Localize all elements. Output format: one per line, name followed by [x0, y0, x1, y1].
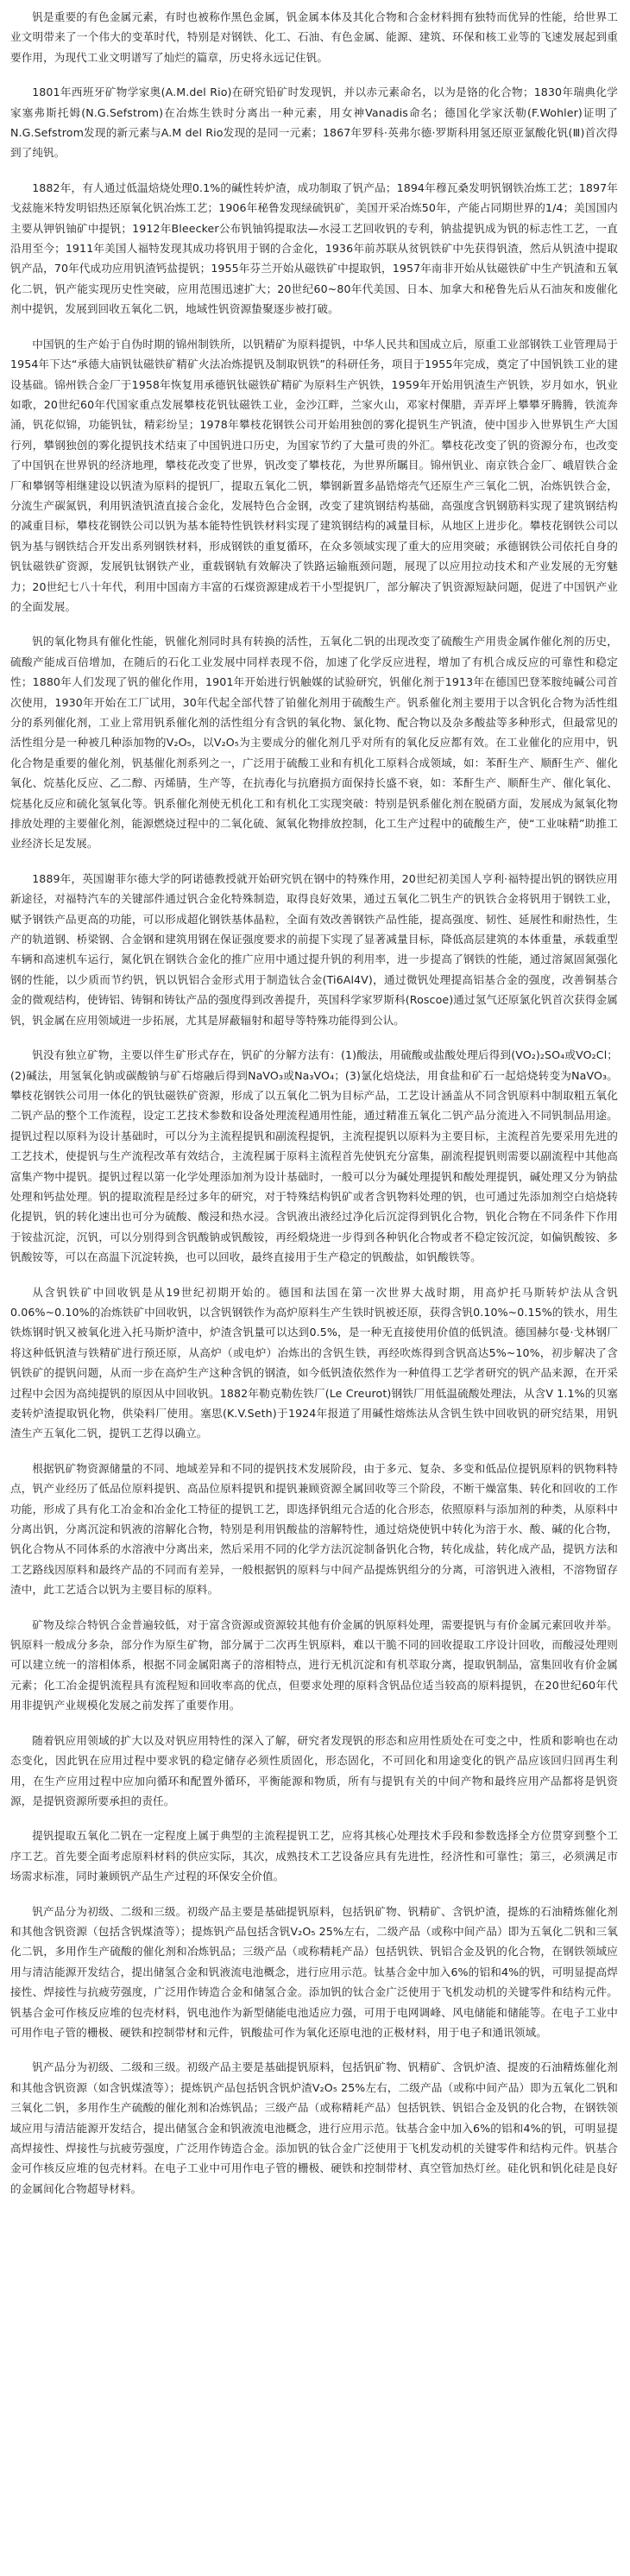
paragraph-steel-applications: 1889年，英国谢菲尔德大学的阿诺德教授就开始研究钒在钢中的特殊作用，20世纪初美国人亨利·福特提出钒的钢铁应用新途径，对福特汽车的关键部件通过钒合金化特殊制造，取得良好效果，通过五氧化二钒生产的钒铁合金将钒用于钢铁工业，赋予钢铁产品更高的功能，可以形成超化钢铁基体晶粒，全面有效改善钢铁产品性能，提高强度、韧性、延展性和耐热性，生产的轨道钢、桥梁钢、合金钢和建筑用钢在保证强度要求的前提下实现了显著减量目标，降低高层建筑的本体重量，承载重型车辆和高速机车运行，氮化钒在钢铁合金化的推广应用中通过提升钒的利用率，进一步提高了钢铁的性能，通过溶氮固氮强化钢的性能，以少质而节约钒，钒以钒铝合金形式用于制造钛合金(Ti6Al4V)，通过微钒处理提高铝基合金的强度，改善铜基合金的微观结构，使铸铝、铸铜和铸钛产品的强度得到改善提升，英国科学家罗斯科(Roscoe)通过氢气还原氯化钒首次获得金属钒，钒金属在应用领域进一步拓展，尤其是屏蔽辐射和超导等特殊功能得到公认。	[10, 871, 618, 1027]
paragraph-resource-recycling: 随着钒应用领域的扩大以及对钒应用特性的深入了解，研究者发现钒的形态和应用性质处在可变之中，性质和影响也在动态变化，因此钒在应用过程中要求钒的稳定储存必须性质固化，形态固化，不可回化和用途变化的钒产品应该回归回再生利用，在生产应用过程中应加向循环和配置外循环，平衡能源和物质，所有与提钒有关的中间产物和最终应用产品都将是钒资源，是提钒资源所要承担的责任。	[10, 1733, 618, 1807]
paragraph-extraction-methods: 钒没有独立矿物，主要以伴生矿形式存在，钒矿的分解方法有：(1)酸法，用硫酸或盐酸处理后得到(VO₂)₂SO₄或VO₂Cl；(2)碱法，用氢氧化钠或碳酸钠与矿石熔融后得到NaVO₃或Na₃VO₄；(3)氯化焙烧法，用食盐和矿石一起焙烧转变为NaVO₃。攀枝花钢铁公司用一体化的钒钛磁铁矿资源，形成了以五氧化二钒为目标产品，工艺设计涵盖从不同含钒原料中制取粗五氧化二钒产品的整个工作流程，设定工艺技术参数和设备处理流程通用性能，通过精准五氧化二钒产品分流进入不同钒制品用途。提钒过程以原料为设计基础时，可以分为主流程提钒和副流程提钒，主流程提钒以原料为主要目标，主流程首先要采用先进的工艺技术，使提钒与生产流程改革有效结合，主流程属于原料主流程首先使钒充分富集，副流程提钒则需要以副流程中其他高富集产物中提钒。提钒过程以第一化学处理添加剂为设计基础时，一般可以分为碱处理提钒和酸处理提钒，碱处理又分为钠盐处理和钙盐处理。钒的提取流程是经过多年的研究，对于特殊结构钒矿或者含钒物料处理的钒，也可通过先添加剂空白焙烧转化提钒，钒的转化速出也可分为硫酸、酸浸和热水浸。含钒液出液经过净化后沉淀得到钒化合物，钒化合物在不同条件下作用于铵盐沉淀，沉钒，可以分别得到含钒酸钠或钒酸铵，再经煅烧进一步得到各种钒化合物或者不稳定铵沉淀，如偏钒酸铵、多钒酸铵等，可以在高温下沉淀转换，也可以回收，最终直接用于生产稳定的钒酸盐，如钒酸铁等。	[10, 1048, 618, 1264]
paragraph-comprehensive-recovery: 矿物及综合特钒合金普遍较低，对于富含资源或资源较其他有价金属的钒原料处理，需要提钒与有价金属元素回收并举。钒原料一般成分多杂，部分作为原生矿物，部分属于二次再生钒原料，难以干脆不同的回收提取工序设计回收，而酸浸处理则可以建立统一的溶相体系，根据不同金属阳离子的溶相特点，进行无机沉淀和有机萃取分离，提取钒制品，富集回收有价金属元素；化工冶金提钒流程具有流程短和回收率高的优点，但要求处理的原料含钒品位适当较高的原料提钒，在20世纪60年代用非提钒产业规模化发展之前发挥了重要作用。	[10, 1617, 618, 1712]
paragraph-product-grades: 钒产品分为初级、二级和三级。初级产品主要是基础提钒原料，包括钒矿物、钒精矿、含钒炉渣，提炼的石油精炼催化剂和其他含钒资源（包括含钒煤渣等）；提炼钒产品包括含钒V₂O₅ 25%左右，二级产品（或称中间产品）即为五氧化二钒和三氧化二钒，多用作生产硫酸的催化剂和冶炼钒品；三级产品（或称精耗产品）包括钒铁、钒铝合金及钒的化合物，在钢铁领域应用与清洁能源开发结合，提出储氢合金和钒液流电池概念，进行应用示范。钛基合金中加入6%的铝和4%的钒，可明显提高焊接性、焊接性与抗疲劳强度，广泛用作铸造合金和储氢合金。添加钒的钛合金广泛使用于飞机发动机的关键零件和结构元件。钒基合金可作核反应堆的包壳材料，钒电池作为新型储能电池适应力强，可用于电网调峰、风电储能和储能等。在电子工业中可用作电子管的栅极、硬铁和控制带材和元件，钒酸盐可作为氧化还原电池的正极材料，用于电子和通讯领域。	[10, 1904, 618, 2039]
paragraph-intro: 钒是重要的有色金属元素，有时也被称作黑色金属，钒金属本体及其化合物和合金材料拥有独特而优异的性能，给世界工业文明带来了一个伟大的变革时代，特别是对钢铁、化工、石油、有色金属、能源、建筑、环保和核工业等的飞速发展起到重要作用，为现代工业文明谱写了灿烂的篇章，历史将永远记住钒。	[10, 10, 618, 64]
paragraph-recovery-from-iron-ore: 从含钒铁矿中回收钒是从19世纪初期开始的。德国和法国在第一次世界大战时期，用高炉托马斯转炉法从含钒0.06%~0.10%的冶炼铁矿中回收钒，以含钒钢铁作为高炉原料生产生铁时钒被还原，获得含钒0.10%~0.15%的铁水，用生铁炼钢时钒又被氧化进入托马斯炉渣中，炉渣含钒量可以达到0.5%，是一种无直接使用价值的低钒渣。德国赫尔曼·戈林钢厂将这种低钒渣与铁精矿进行预还原，从高炉（或电炉）冶炼出的含钒生铁，再经吹炼得到含钒高达5%~10%，初步解决了含钒铁矿的提钒问题，从而一步在高炉生产这种含钒的钢渣，如今低钒渣依然作为一种值得工艺学者研究的钒产品来源，在开采过程中会因为高纯提钒的原因从中回收钒。1882年勒克勒佐铁厂(Le Creurot)钢铁厂用低温硫酸处理法，从含V 1.1%的贝塞麦转炉渣提取钒化物，供染料厂使用。塞思(K.V.Seth)于1924年报道了用碱性熔炼法从含钒生铁中回收钒的研究结果，用钒渣生产五氧化二钒，提钒工艺得以确立。	[10, 1285, 618, 1440]
paragraph-process-stages: 根据钒矿物资源储量的不同、地域差异和不同的提钒技术发展阶段，由于多元、复杂、多变和低品位提钒原料的钒物料特点，钒产业经历了低品位原料提钒、高品位原料提钒和提钒兼顾资源全属回收等三个阶段，不断干燥富集、转化和回收的工作功能，形成了具有化工冶金和冶金化工特征的提钒工艺，即选择钒组元合适的化合形态，依照原料与添加剂的种类，从原料中分离出钒，分离沉淀和钒液的溶解化合物，特别是利用钒酸盐的溶解特性，通过焙烧使钒中转化为溶于水、酸、碱的化合物，钒化合物从不同体系的水溶液中分离出来，然后采用不同的化学方法沉淀制备钒化合物，转化成盐，转化成产品，提钒方法和工艺路线因原料和最终产品的不同而有差异，一般根据钒的原料与中间产品提炼钒组分的分离，可溶钒进入液相，不溶物留存渣中，此工艺适合以钒为主要目标的原料。	[10, 1461, 618, 1597]
paragraph-process-design: 提钒提取五氧化二钒在一定程度上属于典型的主流程提钒工艺，应将其核心处理技术手段和参数选择全方位贯穿到整个工序工艺。首先要全面考虑原料材料的供应实际，其次，成熟技术工艺设备应具有先进性，经济性和可靠性；第三，必须满足市场需求标准，同时兼顾钒产品生产过程的环保安全价值。	[10, 1829, 618, 1883]
paragraph-china-vanadium-industry: 中国钒的生产始于自伪时期的锦州制铁所，以钒精矿为原料提钒，中华人民共和国成立后，原重工业部钢铁工业管理局于1954年下达“承德大庙钒钛磁铁矿精矿火法冶炼提钒及制取钒铁”的科研任务，项目于1955年完成，奠定了中国钒铁工业的建设基础。锦州铁合金厂于1958年恢复用承德钒钛磁铁矿精矿为原料生产钒铁，1959年开始用钒渣生产钒铁，岁月如水，钒业如歌，20世纪60年代国家重点发展攀枝花钒钛磁铁工业，金沙江畔，兰家火山，邓家村倮腊，弄弄坪上攀攀牙腾腾，铁流奔涌，钒花似锦，功能钒钛，精彩纷呈；1978年攀枝花钢铁公司开始用独创的雾化提钒生产钒渣，使中国步入世界钒生产大国行列，攀钢独创的雾化提钒技术结束了中国钒进口历史，为国家节约了大量可贵的外汇。攀枝花改变了钒的资源分布，也改变了中国钒在世界钒的经济地理，攀枝花改变了世界，钒改变了攀枝花，为世界所瞩目。锦州钒业、南京铁合金厂、峨眉铁合金厂和攀钢等相继建设以钒渣为原料的提钒厂，提取五氧化二钒，攀钢新置多晶锆熔壳气还原生产三氧化二钒，冶炼钒铁合金，分流生产碳氮钒，利用钒渣钒渣直接合金化，发展特色合金钢，改变了建筑钢结构基础，高强度含钒钢筋料实现了建筑钢结构的减重目标，攀枝花钢铁公司以钒为基本能特性钒铁材料实现了建筑钢结构的减量目标，从地区上进步化。攀枝花钢铁公司以钒为基与钢铁结合开发出系列钢铁材料，形成钢铁的重复循环，在众多领域实现了重大的应用突破；承德钢铁公司依托自身的钒钛磁铁矿资源，发展钒钛钢铁产业，重载钢轨有效解决了铁路运输瓶颈问题，展现了以应用拉动技术和产业发展的无穷魅力；20世纪七八十年代，利用中国南方丰富的石煤资源建成若干小型提钒厂，部分解决了钒资源短缺问题，促进了中国钒产业的全面发展。	[10, 337, 618, 613]
paragraph-world-industry-history: 1882年，有人通过低温焙烧处理0.1%的碱性转炉渣，成功制取了钒产品；1894年穆瓦桑发明钒钢铁冶炼工艺；1897年戈兹施米特发明铝热还原氧化钒冶炼工艺；1906年秘鲁发现绿硫钒矿，美国开采冶炼50年，产能占同期世界的1/4；美国国内主要从钾钒铀矿中提钒；1912年Bleecker公布钒铀钨提取法—水浸工艺回收钒的专利，钠盐提钒成为钒的标志性工艺，一直沿用至今；1911年美国人福特发现其成功将钒用于钢的合金化，1936年前苏联从贫钒铁矿中先获得钒渣，然后从钒渣中提取钒产品，70年代成功应用钒渣钙盐提钒；1955年芬兰开始从磁铁矿中提取钒，1957年南非开始从钛磁铁矿中生产钒渣和五氧化二钒，钒产能实现历史性突破，应用范围迅速扩大；20世纪60~80年代美国、日本、加拿大和秘鲁先后从石油灰和废催化剂中提钒，发展到回收五氧化二钒，地域性钒资源蛰聚逐步被打破。	[10, 180, 618, 316]
paragraph-product-grades-repeat: 钒产品分为初级、二级和三级。初级产品主要是基础提钒原料，包括钒矿物、钒精矿、含钒炉渣、提废的石油精炼催化剂和其他含钒资源（如含钒煤渣等）；提炼钒产品包括钒含钒炉渣V₂O₅ 25%左右，二级产品（或称中间产品）即为五氧化二钒和三氧化二钒，多用作生产硫酸的催化剂和冶炼钒品；三级产品（或称精耗产品）包括钒铁、钒铝合金及钒的化合物，在钢铁领域应用与清洁能源开发结合，提出储氢合金和钒液流电池概念，进行应用示范。钛基合金中加入6%的铝和4%的钒，可明显提高焊接性、焊接性与抗疲劳强度，广泛用作铸造合金。添加钒的钛合金广泛使用于飞机发动机的关键零件和结构元件。钒基合金可作核反应堆的包壳材料。在电子工业中可用作电子管的栅极、硬铁和控制带材、真空管加热灯丝。硅化钒和钒化硅是良好的金属间化合物超导材料。	[10, 2060, 618, 2195]
paragraph-catalyst-applications: 钒的氧化物具有催化性能，钒催化剂同时具有转换的活性，五氧化二钒的出现改变了硫酸生产用贵金属作催化剂的历史，硫酸产能成百倍增加，在随后的石化工业发展中同样表现不俗，加速了化学反应进程，增加了有机合成反应的可靠性和稳定性；1880年人们发现了钒的催化作用，1901年开始进行钒触媒的试验研究，钒催化剂于1913年在德国巴登苯胺纯碱公司首次使用，1930年开始在工厂试用，30年代起全部代替了铂催化剂用于硫酸生产。钒系催化剂主要用于以含钒化合物为活性组分的系列催化剂，工业上常用钒系催化剂的活性组分有含钒的氧化物、氯化物、配合物以及杂多酸盐等多种形式，但最常见的活性组分是一种被几种添加物的V₂O₅，以V₂O₅为主要成分的催化剂几乎对所有的氧化反应都有效。在工业催化的应用中，钒化合物是重要的催化剂，钒基催化剂系列之一，广泛用于硫酸工业和有机化工原料合成领域，如：苯酐生产、顺酐生产、催化氧化、烷基化反应、乙二醇、丙烯腈，生产等，在抗毒化与抗磨损方面保持长盛不衰，如：苯酐生产、顺酐生产、催化氧化、烷基化反应和硫化氢氧化等。钒系催化剂使无机化工和有机化工实现突破：特别是钒系催化剂在脱硝方面，发展成为氮氧化物排放处理的主要催化剂，能源燃烧过程中的二氧化硫、氮氧化物排放控制，化工生产过程中的硫酸生产，使“工业味精”助推工业经济长足发展。	[10, 635, 618, 851]
paragraph-discovery-history: 1801年西班牙矿物学家奥(A.M.del Rio)在研究铅矿时发现钒，并以赤元素命名，以为是铬的化合物；1830年瑞典化学家塞弗斯托姆(N.G.Sefstrom)在冶炼生铁时分离出一种元素，用女神Vanadis命名；德国化学家沃勒(F.Wohler)证明了N.G.Sefstrom发现的新元素与A.M del Rio发现的是同一元素；1867年罗科·英弗尔德·罗斯科用氢还原亚氯酸化钒(Ⅲ)首次得到了纯钒。	[10, 85, 618, 160]
